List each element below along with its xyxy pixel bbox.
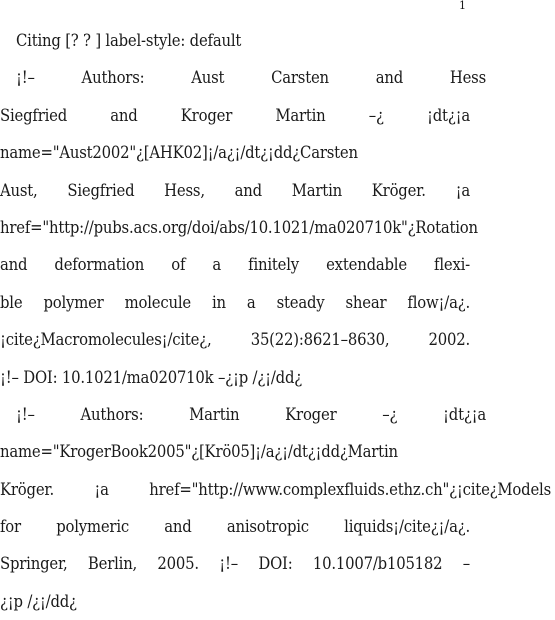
citing-label-line: Citing [? ? ] label-style: default <box>16 31 242 50</box>
text-line: ¡!– Authors: Aust Carsten and Hess <box>16 68 486 88</box>
text-line: Kröger. ¡a href="http://www.complexfluids.ethz.ch"¿¡cite¿Models <box>0 479 551 499</box>
text-line: Siegfried and Kroger Martin –¿ ¡dt¿¡a <box>0 105 470 125</box>
text-line: ble polymer molecule in a steady shear flow¡/a¿. <box>0 292 470 312</box>
text-line: and deformation of a finitely extendable flexi- <box>0 255 470 275</box>
text-line: name="KrogerBook2005"¿[Krö05]¡/a¿¡/dt¿¡dd¿Martin <box>0 442 398 462</box>
bibliography-text <box>0 22 555 620</box>
text-line: Springer, Berlin, 2005. ¡!– DOI: 10.1007/b105182 – <box>0 554 470 574</box>
text-line: ¡!– Authors: Martin Kroger –¿ ¡dt¿¡a <box>16 404 486 424</box>
text-line: Aust, Siegfried Hess, and Martin Kröger. ¡a <box>0 180 470 200</box>
text-line: href="http://pubs.acs.org/doi/abs/10.1021/ma020710k"¿Rotation <box>0 217 478 237</box>
text-line: ¡!– DOI: 10.1021/ma020710k –¿¡p /¿¡/dd¿ <box>0 367 303 387</box>
page-number: 1 <box>459 0 466 12</box>
text-line: for polymeric and anisotropic liquids¡/cite¿¡/a¿. <box>0 517 470 537</box>
text-line: ¿¡p /¿¡/dd¿ <box>0 591 77 611</box>
text-line: name="Aust2002"¿[AHK02]¡/a¿¡/dt¿¡dd¿Carsten <box>0 143 358 163</box>
text-line: ¡cite¿Macromolecules¡/cite¿, 35(22):8621–8630, 2002. <box>0 330 470 350</box>
